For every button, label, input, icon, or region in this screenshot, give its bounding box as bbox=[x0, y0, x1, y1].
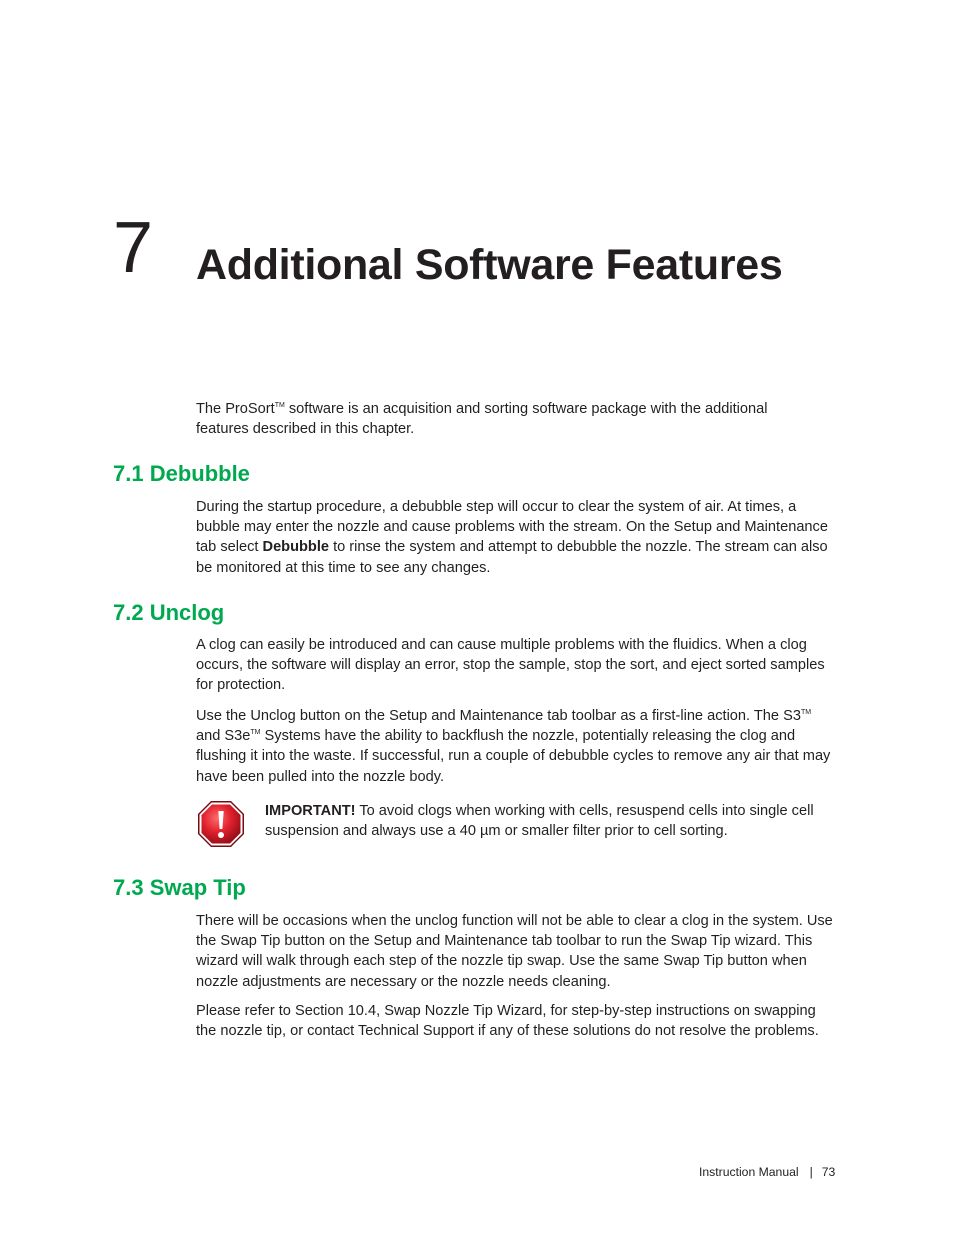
footer-label: Instruction Manual bbox=[699, 1165, 799, 1179]
page-footer bbox=[699, 1165, 835, 1179]
important-text: To avoid clogs when working with cells, resuspend cells into single cell suspension and always use a 40 µm or smaller filter prior to cell sorting. bbox=[265, 803, 814, 840]
chapter-number: 7 bbox=[113, 208, 154, 288]
debubble-bold-term: Debubble bbox=[262, 539, 330, 556]
unclog-p2-part3: Systems have the ability to backflush the nozzle, potentially releasing the clog and flushing it into the waste. If successful, run a couple of debubble cycles to remove any air that may have been pulled into the nozzle body. bbox=[196, 728, 831, 785]
unclog-paragraph-2 bbox=[196, 706, 836, 787]
intro-text-end: software is an acquisition and sorting software package with the additional features described in this chapter. bbox=[196, 401, 768, 438]
trademark-symbol: TM bbox=[800, 709, 812, 717]
unclog-p2-part2: and S3e bbox=[196, 728, 251, 745]
trademark-symbol: TM bbox=[250, 729, 261, 737]
section-heading-swap-tip: 7.3 Swap Tip bbox=[113, 875, 246, 900]
chapter-title: Additional Software Features bbox=[196, 241, 783, 289]
important-label: IMPORTANT! bbox=[265, 803, 356, 819]
debubble-text-end: to rinse the system and attempt to debubble the nozzle. The stream can also be monitored at this time to see any changes. bbox=[196, 539, 828, 576]
exclamation-warning-icon bbox=[197, 800, 245, 848]
page-number: 73 bbox=[821, 1165, 836, 1179]
footer-separator: | bbox=[809, 1165, 813, 1179]
important-note bbox=[265, 801, 845, 841]
swap-tip-paragraph-2: Please refer to Section 10.4, Swap Nozzle Tip Wizard, for step-by-step instructions on swapping the nozzle tip, or contact Technical Support if any of these solutions do not resolve the problems. bbox=[196, 1003, 819, 1040]
trademark-symbol: TM bbox=[274, 402, 285, 410]
intro-paragraph bbox=[196, 399, 806, 439]
section-heading-debubble: 7.1 Debubble bbox=[113, 461, 250, 486]
unclog-paragraph-1: A clog can easily be introduced and can cause multiple problems with the fluidics. When a clog occurs, the software will display an error, stop the sample, stop the sort, and eject sorted samples for protection. bbox=[196, 637, 825, 694]
intro-text-start: The ProSort bbox=[196, 401, 275, 417]
swap-tip-paragraph-1: There will be occasions when the unclog function will not be able to clear a clog in the system. Use the Swap Tip button on the Setup and Maintenance tab toolbar to run the Swap Tip wizard. This wizard will walk through each step of the nozzle tip swap. Use the same Swap Tip button when nozzle adjustments are necessary or the nozzle needs cleaning. bbox=[196, 913, 833, 990]
debubble-paragraph bbox=[196, 497, 842, 578]
debubble-text-start: During the startup procedure, a debubble step will occur to clear the system of air. At times, a bubble may enter the nozzle and cause problems with the stream. On the Setup and Maintenance tab select bbox=[196, 499, 828, 556]
section-heading-unclog: 7.2 Unclog bbox=[113, 600, 225, 625]
unclog-p2-part1: Use the Unclog button on the Setup and Maintenance tab toolbar as a first-line action. The S3 bbox=[196, 708, 801, 724]
